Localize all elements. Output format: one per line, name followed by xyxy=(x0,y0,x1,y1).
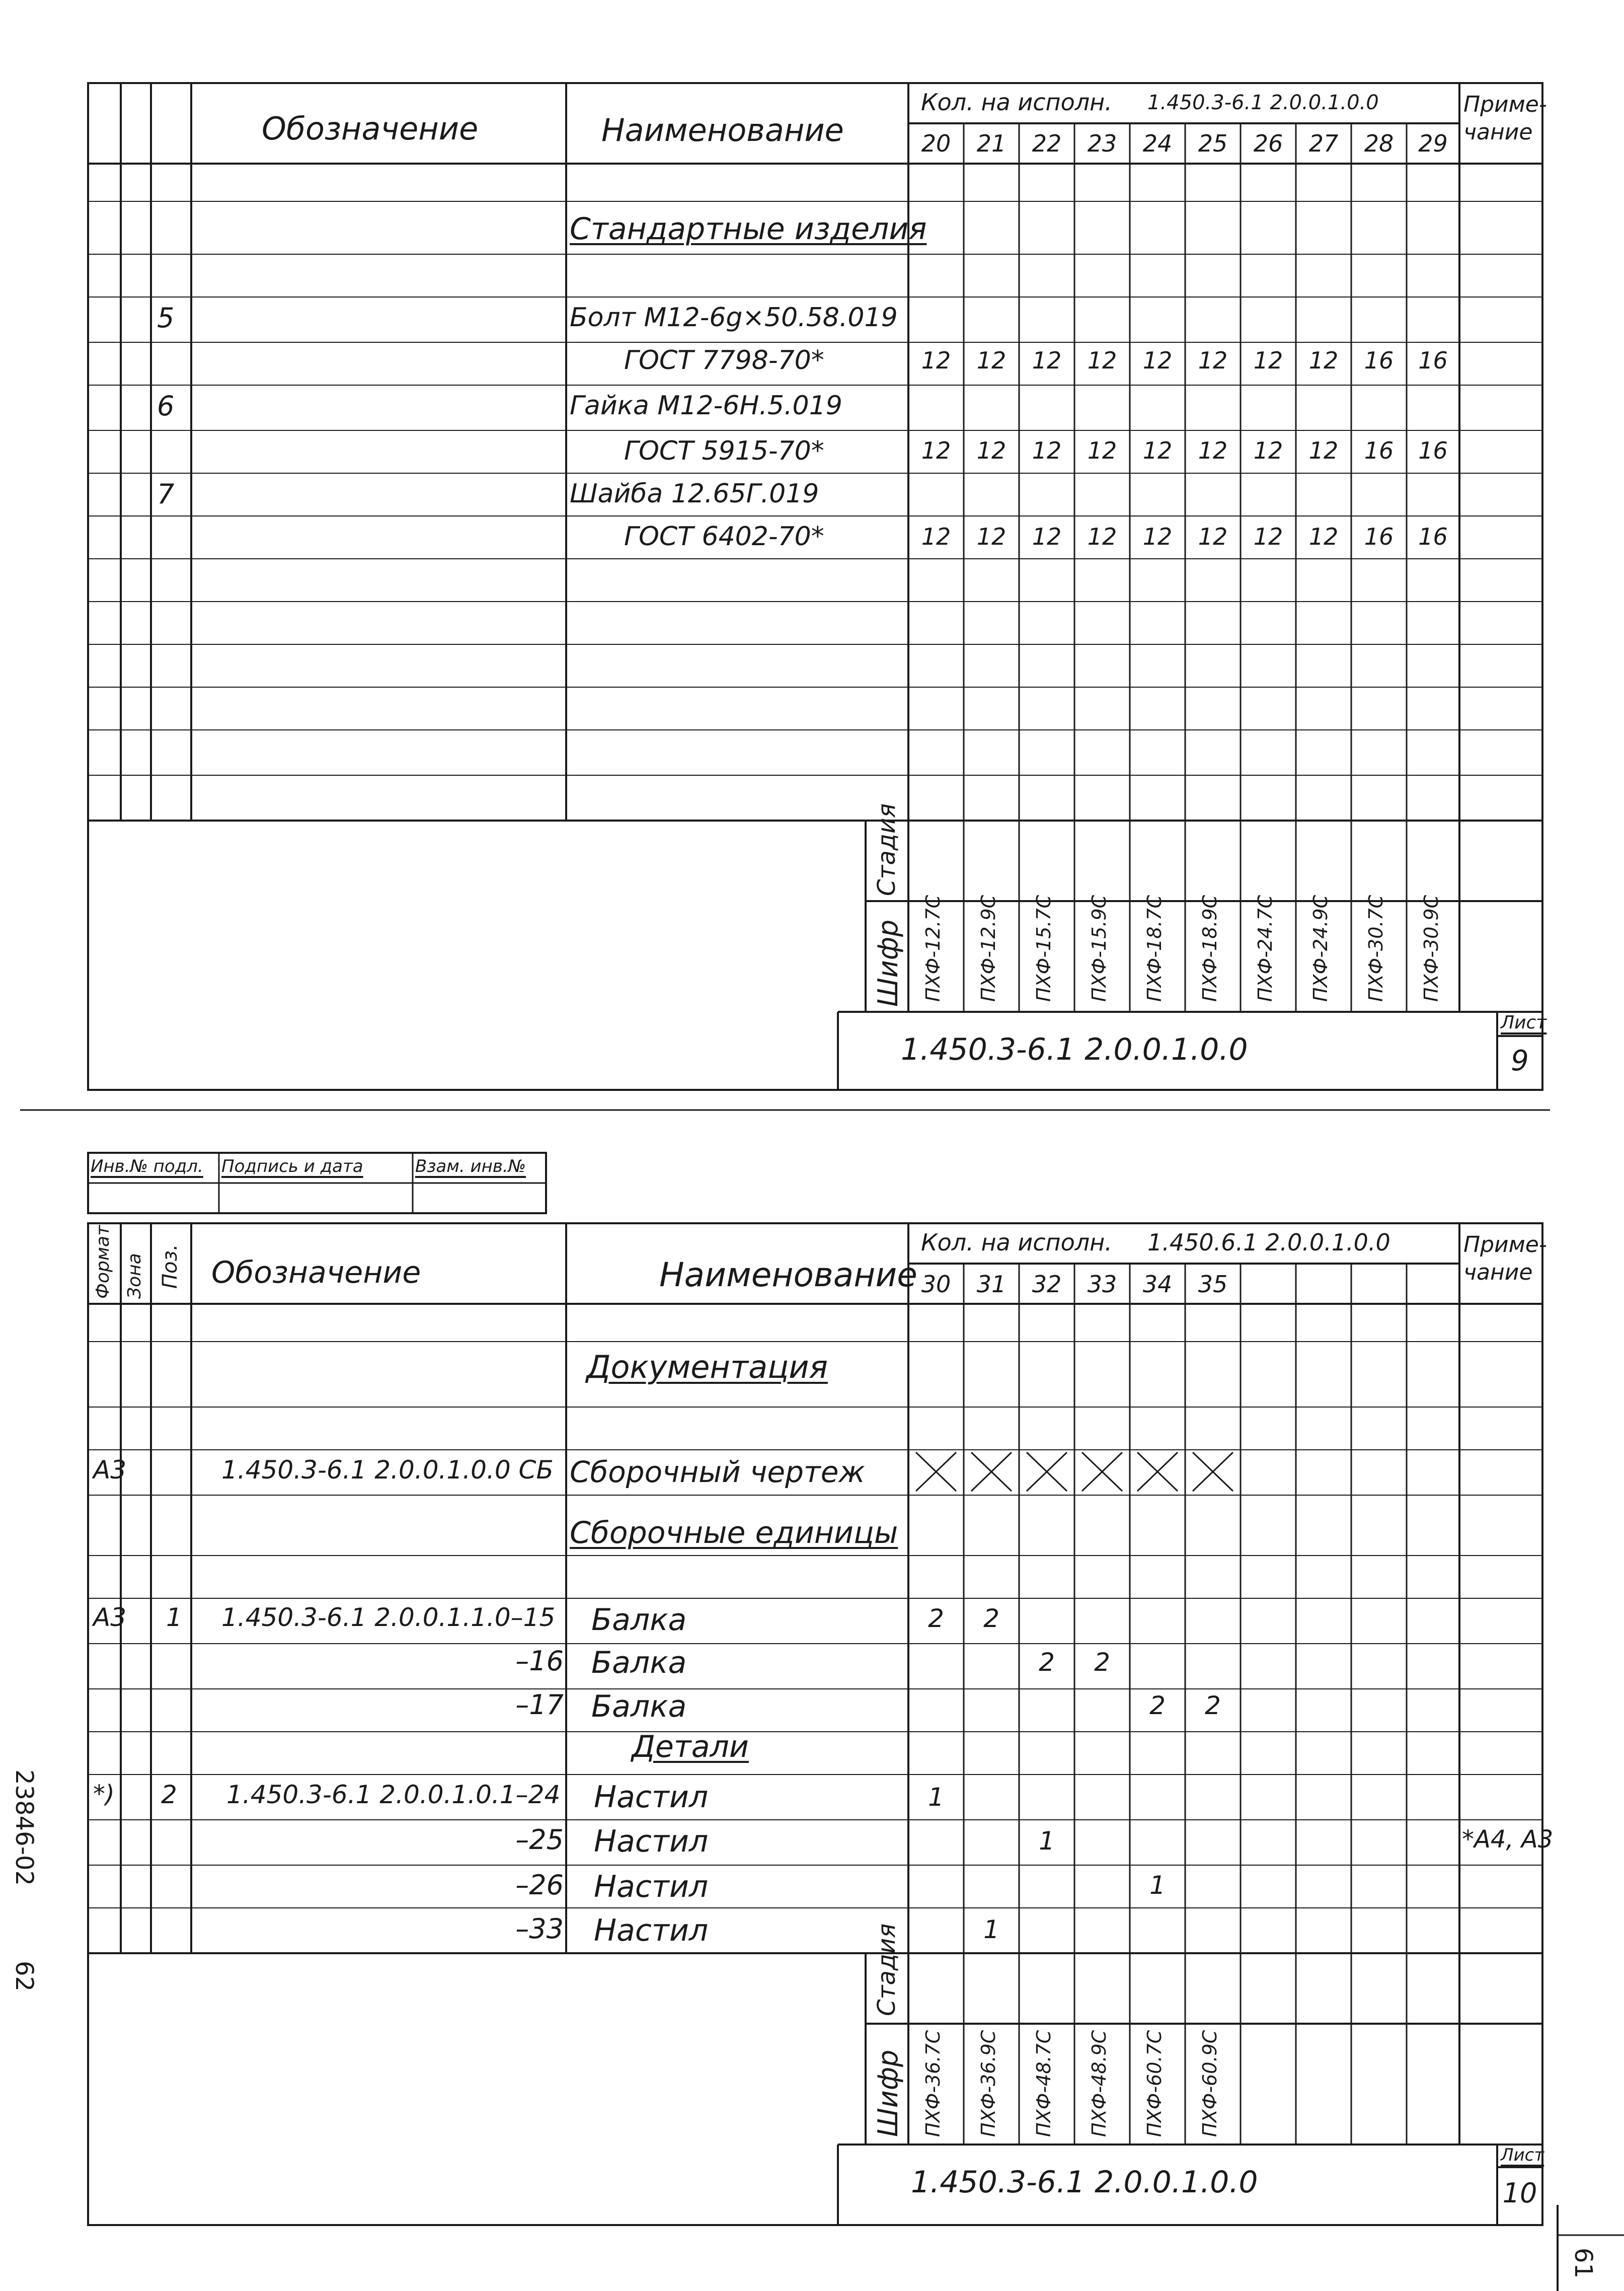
item-name: Болт М12-6g×50.58.019 xyxy=(570,303,898,333)
sheet-label: Лист xyxy=(1501,2145,1544,2165)
qty-title: Кол. на исполн. xyxy=(921,1229,1112,1256)
format-cell: А3 xyxy=(93,1455,127,1485)
qty-cell: 2 xyxy=(1205,1691,1221,1720)
qty-cell: 12 xyxy=(921,523,951,550)
item-standard: ГОСТ 7798-70* xyxy=(624,345,824,376)
position-number: 5 xyxy=(157,302,175,334)
qty-cell: 12 xyxy=(976,347,1007,374)
archive-page-number: 62 xyxy=(10,1961,38,1992)
qty-cell: 2 xyxy=(1094,1648,1110,1677)
qty-cell: 12 xyxy=(1198,347,1228,374)
position-number: 1 xyxy=(166,1603,182,1632)
designation-cell: –25 xyxy=(515,1824,564,1856)
qty-cell: 12 xyxy=(1142,523,1173,550)
note-header: Приме- чание xyxy=(1463,1232,1547,1285)
qty-cell: 12 xyxy=(1308,347,1339,374)
designation-cell: –33 xyxy=(515,1913,564,1945)
qty-cell: 16 xyxy=(1418,523,1448,550)
cipher-code: ПХФ-48.9С xyxy=(1088,2030,1110,2137)
position-number: 6 xyxy=(157,390,175,422)
cipher-code: ПХФ-12.9С xyxy=(977,895,999,1002)
qty-cell: 12 xyxy=(1198,437,1228,464)
variant-header: 27 xyxy=(1308,130,1339,157)
variant-header: 24 xyxy=(1142,130,1173,157)
sheet-label: Лист xyxy=(1501,1012,1547,1033)
cipher-code: ПХФ-15.9С xyxy=(1088,895,1110,1002)
cipher-code: ПХФ-36.7С xyxy=(922,2030,944,2137)
cipher-code: ПХФ-30.9С xyxy=(1420,895,1442,1002)
format-cell: *) xyxy=(93,1780,115,1808)
col-name-header: Наименование xyxy=(659,1255,917,1294)
qty-cell: 2 xyxy=(1039,1648,1055,1677)
variant-header: 23 xyxy=(1087,130,1117,157)
variant-header: 25 xyxy=(1198,130,1228,157)
variant-header: 34 xyxy=(1142,1271,1173,1298)
position-number: 7 xyxy=(157,478,175,510)
cipher-code: ПХФ-24.9С xyxy=(1309,895,1332,1002)
designation-cell: 1.450.3-6.1 2.0.0.1.1.0–15 xyxy=(221,1603,556,1632)
cipher-label: Шифр xyxy=(872,2049,904,2137)
stamp-replacement-inv: Взам. инв.№ xyxy=(415,1156,526,1176)
col-format-header: Формат xyxy=(93,1225,113,1299)
note-cell: *А4, А3 xyxy=(1462,1825,1554,1854)
qty-cell: 12 xyxy=(921,347,951,374)
position-number: 2 xyxy=(161,1780,177,1809)
sheet-number: 10 xyxy=(1502,2177,1537,2209)
cipher-code: ПХФ-60.9С xyxy=(1199,2030,1221,2137)
section-parts: Детали xyxy=(632,1729,749,1764)
qty-cell: 12 xyxy=(1142,347,1173,374)
designation-cell: –17 xyxy=(515,1689,564,1721)
qty-cell: 12 xyxy=(976,523,1007,550)
name-cell: Настил xyxy=(594,1869,709,1904)
designation-cell: 1.450.3-6.1 2.0.0.1.0.1–24 xyxy=(226,1780,561,1809)
designation-cell: –26 xyxy=(515,1869,564,1901)
stamp-inv-no: Инв.№ подл. xyxy=(91,1156,203,1176)
name-cell: Балка xyxy=(591,1689,687,1724)
designation-cell: 1.450.3-6.1 2.0.0.1.0.0 СБ xyxy=(221,1455,554,1485)
qty-cell: 12 xyxy=(1032,523,1062,550)
format-cell: А3 xyxy=(93,1603,127,1632)
page-number: 61 xyxy=(1569,2248,1597,2279)
variant-header: 31 xyxy=(976,1271,1007,1298)
variant-header: 28 xyxy=(1364,130,1394,157)
cipher-code: ПХФ-30.7С xyxy=(1365,895,1387,1002)
section-title: Стандартные изделия xyxy=(570,211,927,247)
qty-cell: 16 xyxy=(1364,437,1394,464)
designation-cell: –16 xyxy=(515,1645,564,1677)
variant-header: 29 xyxy=(1418,130,1448,157)
qty-cell: 12 xyxy=(1308,437,1339,464)
cipher-code: ПХФ-18.9С xyxy=(1199,895,1221,1002)
qty-cell: 12 xyxy=(1032,437,1062,464)
col-pos-header: Поз. xyxy=(159,1244,182,1289)
stage-label: Стадия xyxy=(873,803,901,896)
variant-header: 26 xyxy=(1253,130,1283,157)
variant-header: 20 xyxy=(921,130,951,157)
name-cell: Настил xyxy=(594,1913,709,1948)
name-cell: Сборочный чертеж xyxy=(570,1455,865,1489)
name-cell: Настил xyxy=(594,1780,709,1815)
variant-header: 22 xyxy=(1032,130,1062,157)
cipher-label: Шифр xyxy=(872,919,904,1007)
qty-cell: 1 xyxy=(1149,1871,1166,1900)
qty-cell: 12 xyxy=(1253,523,1283,550)
cipher-code: ПХФ-60.7С xyxy=(1143,2030,1166,2137)
section-assemblies: Сборочные единицы xyxy=(570,1515,898,1550)
col-zone-header: Зона xyxy=(124,1253,145,1299)
qty-cell: 12 xyxy=(1087,523,1117,550)
qty-cell: 16 xyxy=(1418,437,1448,464)
variant-header: 35 xyxy=(1198,1271,1228,1298)
qty-cell: 12 xyxy=(1142,437,1173,464)
stamp-sign-date: Подпись и дата xyxy=(221,1156,363,1176)
variant-header: 21 xyxy=(976,130,1007,157)
item-standard: ГОСТ 5915-70* xyxy=(624,436,824,466)
col-designation-header: Обозначение xyxy=(211,1255,421,1290)
item-standard: ГОСТ 6402-70* xyxy=(624,522,824,552)
qty-cell: 2 xyxy=(928,1604,944,1633)
col-designation-header: Обозначение xyxy=(262,110,479,147)
name-cell: Балка xyxy=(591,1602,687,1638)
sheet-number: 9 xyxy=(1511,1045,1529,1077)
qty-cell: 16 xyxy=(1364,523,1394,550)
qty-cell: 12 xyxy=(1087,347,1117,374)
name-cell: Настил xyxy=(594,1824,709,1859)
cipher-code: ПХФ-24.7С xyxy=(1254,895,1276,1002)
qty-cell: 2 xyxy=(983,1604,999,1633)
qty-cell: 12 xyxy=(976,437,1007,464)
item-name: Гайка М12-6Н.5.019 xyxy=(570,391,842,421)
qty-cell: 16 xyxy=(1418,347,1448,374)
qty-cell: 1 xyxy=(1039,1826,1055,1856)
qty-cell: 1 xyxy=(983,1915,999,1944)
variant-header: 32 xyxy=(1032,1271,1062,1298)
document-code: 1.450.3-6.1 2.0.0.1.0.0 xyxy=(911,2165,1258,2200)
qty-cell: 2 xyxy=(1149,1691,1166,1720)
qty-cell: 12 xyxy=(1253,437,1283,464)
note-header: Приме- чание xyxy=(1463,92,1547,145)
variant-header: 30 xyxy=(921,1271,951,1298)
name-cell: Балка xyxy=(591,1645,687,1680)
qty-cell: 12 xyxy=(1198,523,1228,550)
archive-number: 23846-02 xyxy=(10,1769,38,1886)
qty-cell: 12 xyxy=(921,437,951,464)
qty-title: Кол. на исполн. xyxy=(921,89,1112,116)
cipher-code: ПХФ-48.7С xyxy=(1033,2030,1055,2137)
section-documentation: Документация xyxy=(586,1349,828,1385)
qty-cell: 16 xyxy=(1364,347,1394,374)
qty-cell: 12 xyxy=(1087,437,1117,464)
qty-cell: 12 xyxy=(1253,347,1283,374)
qty-cell: 1 xyxy=(928,1783,944,1812)
col-name-header: Наименование xyxy=(601,112,844,149)
cipher-code: ПХФ-12.7С xyxy=(922,895,944,1002)
cipher-code: ПХФ-36.9С xyxy=(977,2030,999,2137)
qty-code: 1.450.6.1 2.0.0.1.0.0 xyxy=(1147,1229,1390,1256)
variant-header: 33 xyxy=(1087,1271,1117,1298)
document-code: 1.450.3-6.1 2.0.0.1.0.0 xyxy=(901,1032,1248,1067)
qty-cell: 12 xyxy=(1032,347,1062,374)
cipher-code: ПХФ-18.7С xyxy=(1143,895,1166,1002)
cipher-code: ПХФ-15.7С xyxy=(1033,895,1055,1002)
qty-cell: 12 xyxy=(1308,523,1339,550)
item-name: Шайба 12.65Г.019 xyxy=(570,479,819,509)
stage-label: Стадия xyxy=(873,1923,901,2016)
qty-code: 1.450.3-6.1 2.0.0.1.0.0 xyxy=(1147,91,1379,114)
